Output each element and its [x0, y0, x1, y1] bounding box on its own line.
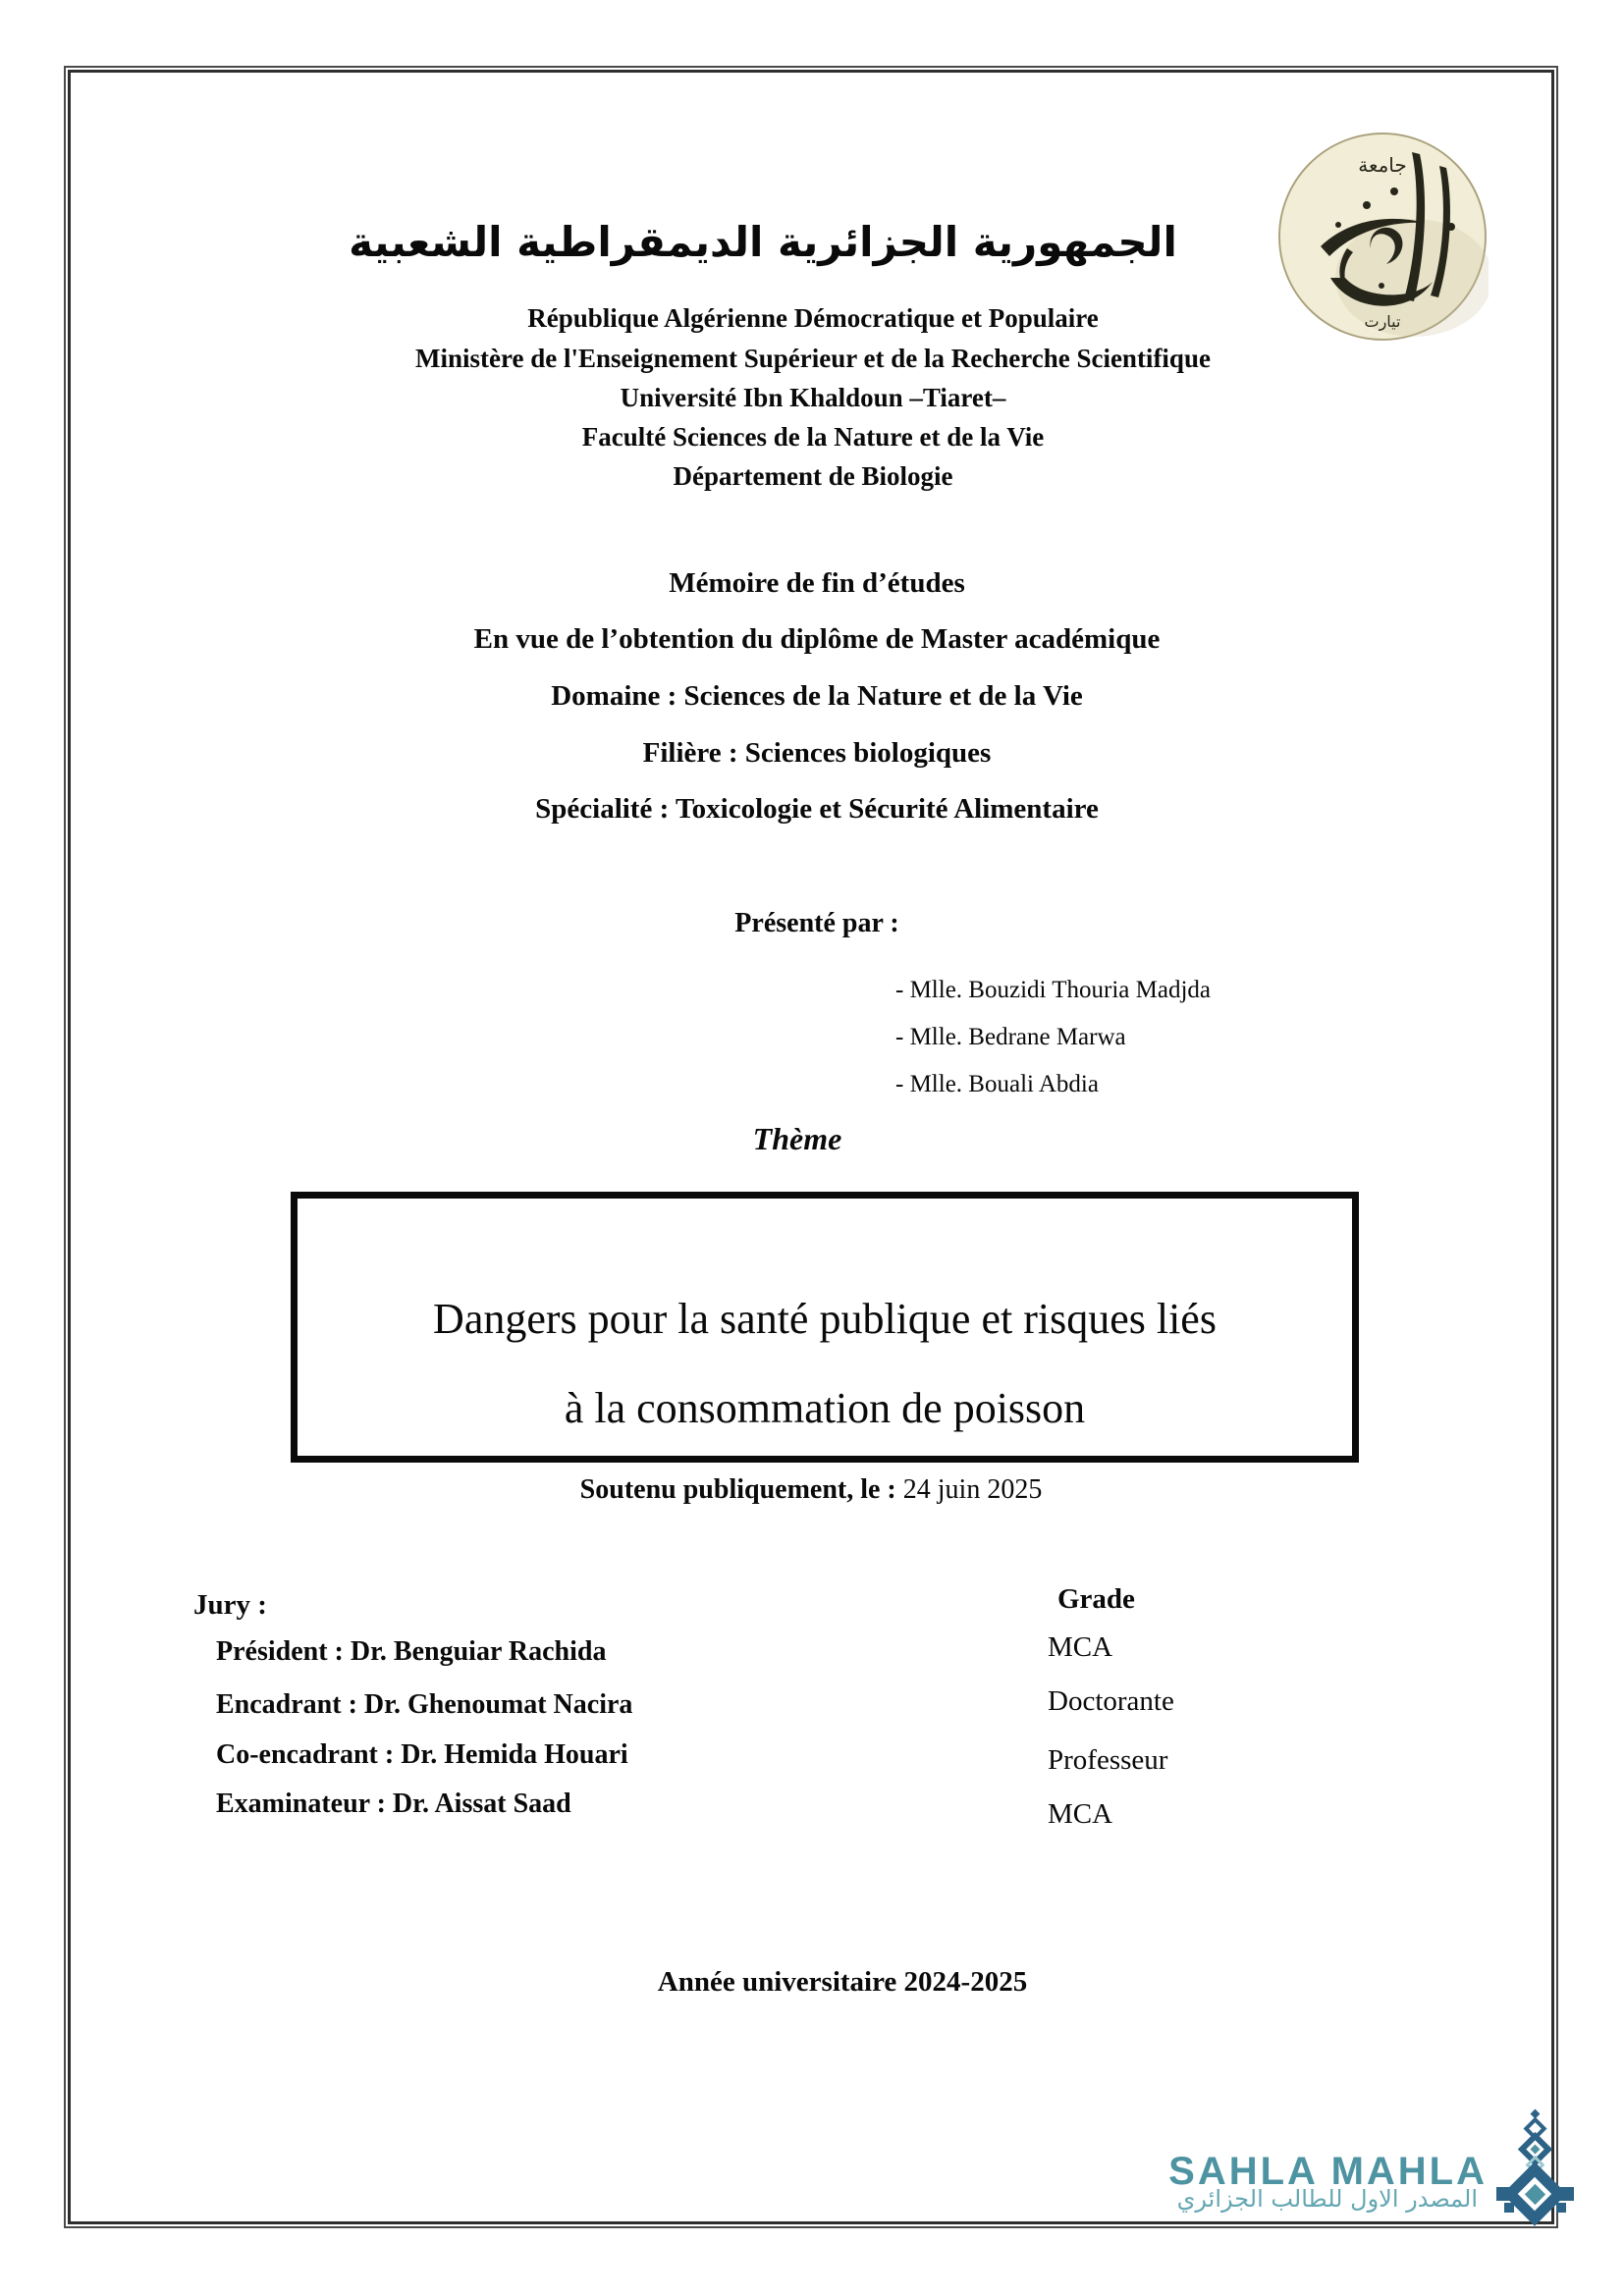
grade-header: Grade — [1057, 1583, 1135, 1615]
jury-label: Jury : — [193, 1589, 267, 1621]
jury-row-encadrant: Encadrant : Dr. Ghenoumat Nacira — [216, 1689, 633, 1720]
grade-examinateur: MCA — [1048, 1798, 1113, 1830]
domaine-line: Domaine : Sciences de la Nature et de la Vie — [551, 680, 1083, 712]
header-line-universite: Université Ibn Khaldoun –Tiaret– — [620, 383, 1006, 412]
seal-top-arabic-text: جامعة — [1358, 153, 1407, 177]
header-line-ministere: Ministère de l'Enseignement Supérieur et de la Recherche Scientifique — [415, 344, 1211, 373]
thesis-title-line2: à la consommation de poisson — [564, 1384, 1086, 1432]
memoire-line: Mémoire de fin d’études — [669, 567, 965, 599]
brand-tagline-arabic: المصدر الاول للطالب الجزائري — [1176, 2185, 1478, 2213]
student-name-3: - Mlle. Bouali Abdia — [895, 1071, 1099, 1097]
presented-by-label: Présenté par : — [734, 908, 899, 938]
seal-bottom-arabic-text: تيارت — [1364, 312, 1401, 331]
brand-wordmark: SAHLA MAHLA — [1168, 2150, 1488, 2193]
defense-date-line — [580, 1474, 1043, 1506]
header-line-departement: Département de Biologie — [673, 461, 953, 491]
header-line-faculte: Faculté Sciences de la Nature et de la Vie — [581, 422, 1045, 452]
student-name-2: - Mlle. Bedrane Marwa — [895, 1024, 1126, 1050]
university-seal-icon — [1276, 131, 1489, 343]
defense-date-value: 24 juin 2025 — [895, 1474, 1043, 1505]
filiere-line: Filière : Sciences biologiques — [642, 737, 992, 769]
grade-encadrant: Doctorante — [1048, 1685, 1174, 1717]
university-seal-logo — [1276, 131, 1489, 343]
thesis-title-line1: Dangers pour la santé publique et risques liés — [433, 1295, 1217, 1343]
sahla-mahla-logo-icon — [1494, 2109, 1577, 2226]
specialite-line: Spécialité : Toxicologie et Sécurité Alimentaire — [535, 793, 1099, 825]
student-name-1: - Mlle. Bouzidi Thouria Madjda — [895, 977, 1212, 1003]
defense-date-label: Soutenu publiquement, le : — [579, 1474, 896, 1505]
arabic-republic-title: الجمهورية الجزائرية الديمقراطية الشعبية — [349, 218, 1177, 266]
theme-label: Thème — [752, 1121, 842, 1156]
objective-line: En vue de l’obtention du diplôme de Master académique — [473, 623, 1161, 655]
grade-president: MCA — [1048, 1631, 1113, 1663]
academic-year-line: Année universitaire 2024-2025 — [657, 1966, 1028, 1998]
grade-co-encadrant: Professeur — [1048, 1744, 1168, 1776]
jury-row-examinateur: Examinateur : Dr. Aissat Saad — [216, 1789, 571, 1819]
jury-row-co-encadrant: Co-encadrant : Dr. Hemida Houari — [216, 1739, 628, 1770]
jury-row-president: Président : Dr. Benguiar Rachida — [216, 1636, 607, 1667]
header-line-republique: République Algérienne Démocratique et Populaire — [527, 303, 1099, 333]
